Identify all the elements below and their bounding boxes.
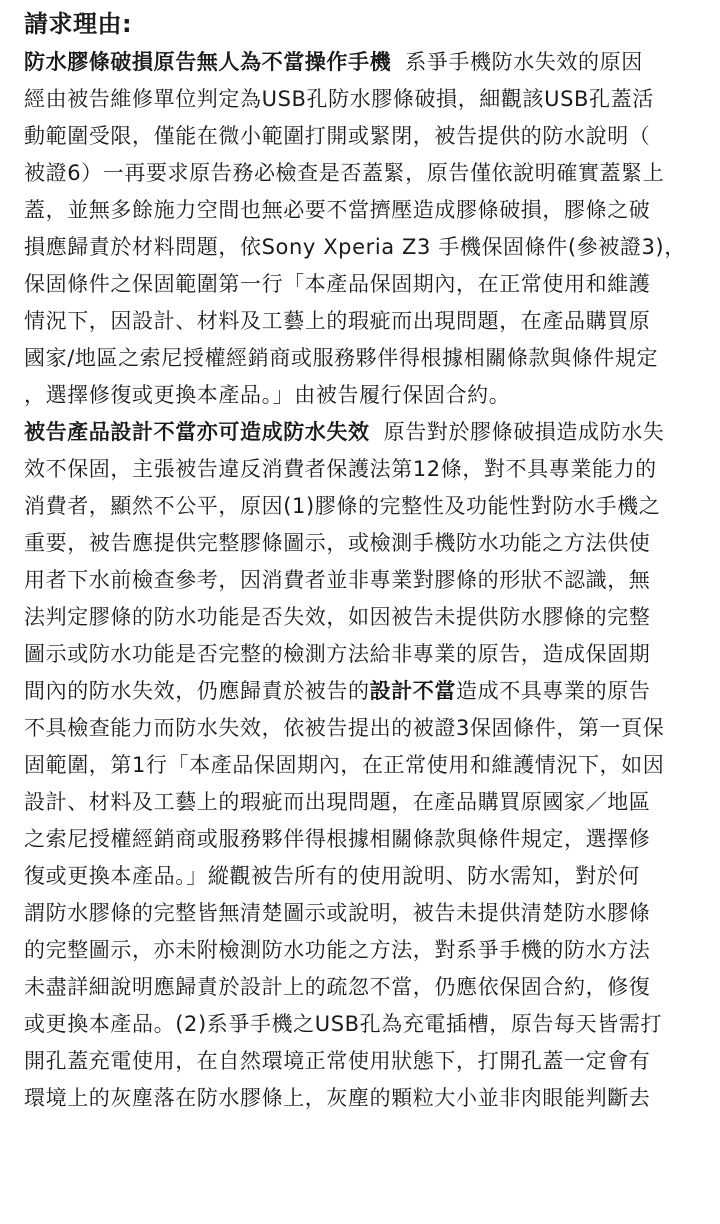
text-line: 保固條件之保固範圍第一行「本產品保固期內，在正常使用和維護 — [24, 272, 651, 296]
text-line: 謂防水膠條的完整皆無清楚圖示或說明，被告未提供清楚防水膠條 — [24, 901, 651, 925]
paragraph-first-line — [24, 414, 698, 451]
text-line: 原告對於膠條破損造成防水失 — [383, 420, 665, 444]
text-line: 復或更換本產品。」縱觀被告所有的使用說明、防水需知，對於何 — [24, 864, 640, 888]
text-line: 蓋，並無多餘施力空間也無必要不當擠壓造成膠條破損，膠條之破 — [24, 198, 651, 222]
text-line: 之索尼授權經銷商或服務夥伴得根據相關條款與條件規定，選擇修 — [24, 827, 651, 851]
text-line: 損應歸責於材料問題，依Sony Xperia Z3 手機保固條件(參被證3)， — [24, 235, 686, 259]
text-line: 不具檢查能力而防水失效，依被告提出的被證3保固條件，第一頁保 — [24, 716, 665, 740]
text-segment: 間內的防水失效，仍應歸責於被告的 — [24, 679, 370, 703]
text-line: 用者下水前檢查參考，因消費者並非專業對膠條的形狀不認識，無 — [24, 568, 651, 592]
text-line: 國家/地區之索尼授權經銷商或服務夥伴得根據相關條款與條件規定 — [24, 346, 659, 370]
emphasis-text: 設計不當 — [369, 679, 457, 703]
text-line: 重要，被告應提供完整膠條圖示，或檢測手機防水功能之方法供使 — [24, 531, 651, 555]
paragraph-title: 防水膠條破損原告無人為不當操作手機 — [24, 50, 392, 74]
text-line: 設計、材料及工藝上的瑕疵而出現問題，在產品購買原國家／地區 — [24, 790, 651, 814]
text-line: 效不保固，主張被告違反消費者保護法第12條，對不具專業能力的 — [24, 457, 657, 481]
text-line: 消費者，顯然不公平，原因(1)膠條的完整性及功能性對防水手機之 — [24, 494, 661, 518]
text-line: 未盡詳細說明應歸責於設計上的疏忽不當，仍應依保固合約，修復 — [24, 975, 651, 999]
text-line: 開孔蓋充電使用，在自然環境正常使用狀態下，打開孔蓋一定會有 — [24, 1049, 651, 1073]
text-line: 被證6）一再要求原告務必檢查是否蓋緊，原告僅依說明確實蓋緊上 — [24, 161, 665, 185]
text-line: 法判定膠條的防水功能是否失效，如因被告未提供防水膠條的完整 — [24, 605, 651, 629]
paragraph-waterproof-seal — [24, 44, 698, 414]
paragraph-title: 被告產品設計不當亦可造成防水失效 — [24, 420, 370, 444]
paragraph-design-defect — [24, 414, 698, 1117]
text-line: 情況下，因設計、材料及工藝上的瑕疵而出現問題，在產品購買原 — [24, 309, 651, 333]
text-line: 的完整圖示，亦未附檢測防水功能之方法，對系爭手機的防水方法 — [24, 938, 651, 962]
text-line: 系爭手機防水失效的原因 — [405, 50, 643, 74]
paragraph-first-line — [24, 44, 698, 81]
emphasis-line — [24, 673, 698, 710]
text-line: 固範圍，第1行「本產品保固期內，在正常使用和維護情況下，如因 — [24, 753, 665, 777]
section-heading: 請求理由: — [24, 10, 133, 38]
text-line: 或更換本產品。(2)系爭手機之USB孔為充電插槽，原告每天皆需打 — [24, 1012, 663, 1036]
text-line: 經由被告維修單位判定為USB孔防水膠條破損，細觀該USB孔蓋活 — [24, 87, 654, 111]
text-segment: 造成不具專業的原告 — [456, 679, 651, 703]
text-line: ，選擇修復或更換本產品。」由被告履行保固合約。 — [24, 383, 511, 407]
text-line: 環境上的灰塵落在防水膠條上，灰塵的顆粒大小並非肉眼能判斷去 — [24, 1086, 651, 1110]
text-line: 圖示或防水功能是否完整的檢測方法給非專業的原告，造成保固期 — [24, 642, 651, 666]
text-line: 動範圍受限，僅能在微小範圍打開或緊閉，被告提供的防水說明（ — [24, 124, 651, 148]
